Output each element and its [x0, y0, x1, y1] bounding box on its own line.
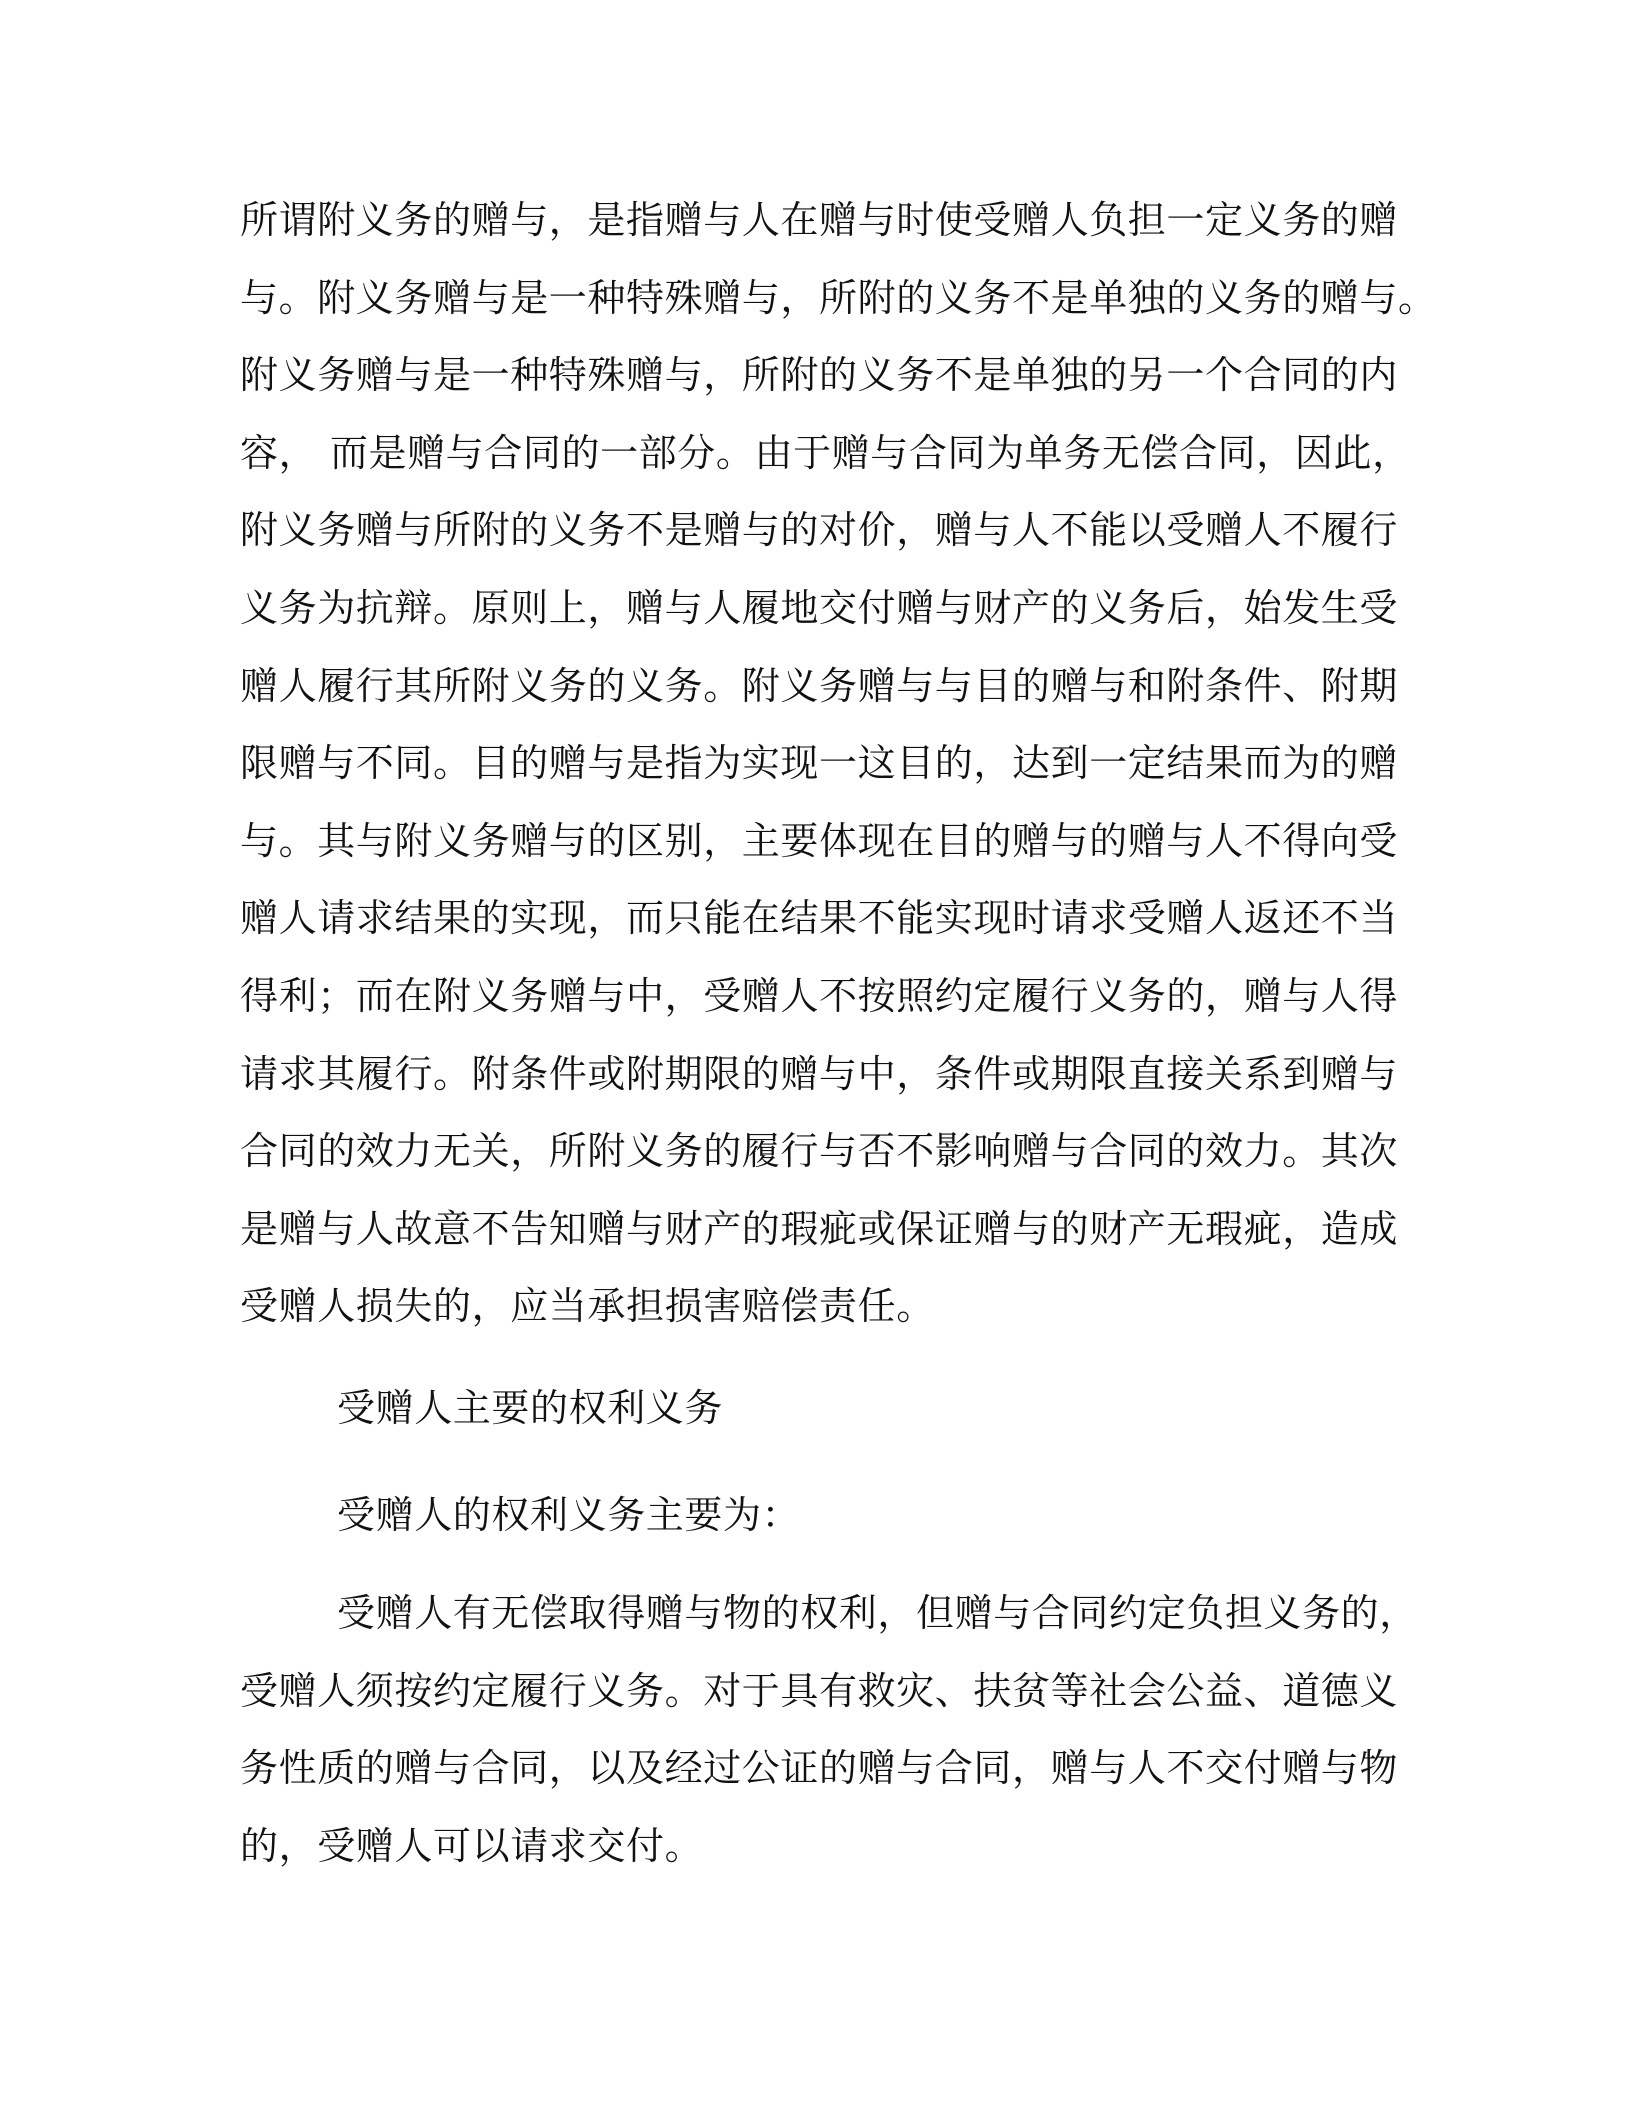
paragraph-line: 受赠人须按约定履行义务。对于具有救灾、扶贫等社会公益、道德义	[240, 1668, 1399, 1713]
paragraph-line: 受赠人有无偿取得赠与物的权利，但赠与合同约定负担义务的，	[337, 1591, 1418, 1635]
paragraph-line: 容， 而是赠与合同的一部分。由于赠与合同为单务无偿合同，因此，	[240, 430, 1411, 475]
paragraph-2	[240, 1575, 1418, 1885]
paragraph-line: 所谓附义务的赠与，是指赠与人在赠与时使受赠人负担一定义务的赠	[240, 198, 1399, 242]
paragraph-line: 与。附义务赠与是一种特殊赠与，所附的义务不是单独的义务的赠与。	[240, 275, 1437, 320]
paragraph-line: 附义务赠与所附的义务不是赠与的对价，赠与人不能以受赠人不履行	[240, 508, 1399, 553]
paragraph-line: 附义务赠与是一种特殊赠与，所附的义务不是单独的另一个合同的内	[240, 353, 1399, 398]
paragraph-line: 义务为抗辩。原则上，赠与人履地交付赠与财产的义务后，始发生受	[240, 585, 1399, 630]
paragraph-line: 与。其与附义务赠与的区别，主要体现在目的赠与的赠与人不得向受	[240, 818, 1399, 863]
paragraph-line: 赠人履行其所附义务的义务。附义务赠与与目的赠与和附条件、附期	[240, 663, 1399, 708]
paragraph-1	[240, 182, 1437, 1346]
paragraph-line: 请求其履行。附条件或附期限的赠与中，条件或期限直接关系到赠与	[240, 1051, 1399, 1096]
paragraph-line: 是赠与人故意不告知赠与财产的瑕疵或保证赠与的财产无瑕疵，造成	[240, 1206, 1399, 1251]
paragraph-line: 受赠人损失的，应当承担损害赔偿责任。	[240, 1284, 935, 1329]
paragraph-line: 得利；而在附义务赠与中，受赠人不按照约定履行义务的，赠与人得	[240, 973, 1399, 1018]
paragraph-line: 限赠与不同。目的赠与是指为实现一这目的，达到一定结果而为的赠	[240, 741, 1399, 786]
paragraph-line: 的，受赠人可以请求交付。	[240, 1823, 704, 1868]
paragraph-line: 务性质的赠与合同，以及经过公证的赠与合同，赠与人不交付赠与物	[240, 1746, 1399, 1791]
section-subheading: 受赠人的权利义务主要为：	[337, 1493, 801, 1537]
paragraph-line: 赠人请求结果的实现，而只能在结果不能实现时请求受赠人返还不当	[240, 896, 1399, 941]
paragraph-line: 合同的效力无关，所附义务的履行与否不影响赠与合同的效力。其次	[240, 1129, 1399, 1174]
section-heading: 受赠人主要的权利义务	[337, 1386, 724, 1430]
